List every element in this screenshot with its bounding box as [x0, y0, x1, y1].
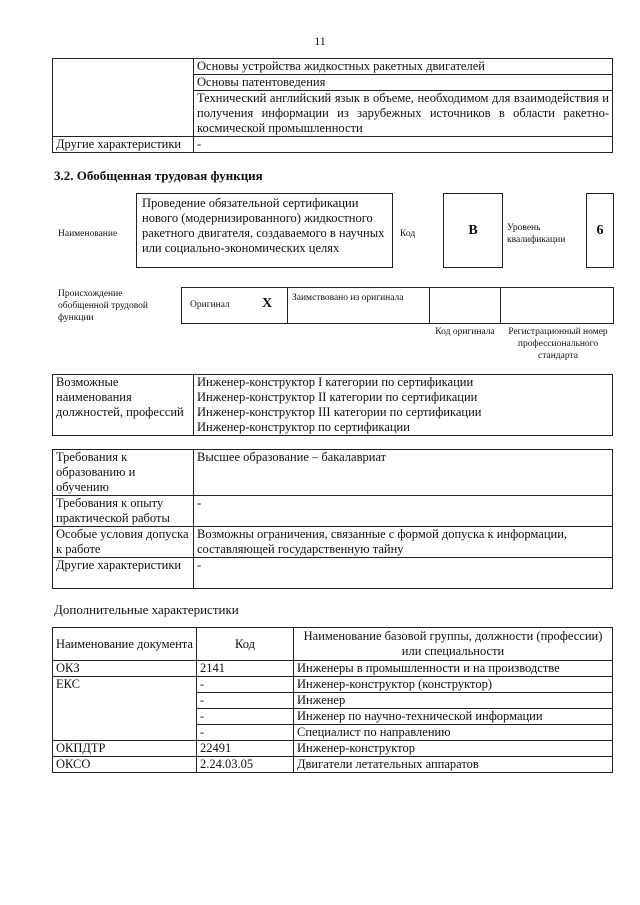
knowledge-item: Технический английский язык в объеме, необходимом для взаимодействия и получения информации из зарубежных источников в области ракетно-космической промышленности [194, 91, 613, 137]
page-number: 11 [314, 34, 326, 48]
position-item: Инженер-конструктор III категории по сертификации [194, 405, 613, 420]
code-cell: - [197, 677, 294, 693]
original-mark: X [262, 296, 273, 311]
doc-cell: ОКСО [53, 757, 197, 773]
additional-title: Дополнительные характеристики [54, 602, 239, 617]
position-item: Инженер-конструктор по сертификации [194, 420, 613, 436]
name-cell: Инженер-конструктор (конструктор) [294, 677, 613, 693]
experience-value: - [194, 496, 613, 527]
original-label: Оригинал [190, 300, 230, 310]
origin-divider [500, 287, 501, 324]
origin-label: Происхождение обобщенной трудовой функции [58, 289, 148, 323]
knowledge-table [52, 58, 613, 153]
registration-caption: Регистрационный номер профессионального стандарта [508, 327, 608, 361]
section-title: 3.2. Обобщенная трудовая функция [54, 168, 263, 183]
name-cell: Инженер [294, 693, 613, 709]
admission-value: Возможны ограничения, связанные с формой допуска к информации, составляющей государственную тайну [194, 527, 613, 558]
name-cell: Инженеры в промышленности и на производстве [294, 661, 613, 677]
position-item: Инженер-конструктор I категории по сертификации [194, 375, 613, 391]
borrowed-label: Заимствовано из оригинала [292, 293, 404, 303]
experience-label: Требования к опыту практической работы [53, 496, 194, 527]
name-cell: Специалист по направлению [294, 725, 613, 741]
name-cell: Инженер по научно-технической информации [294, 709, 613, 725]
other-value: - [194, 558, 613, 589]
code-cell: 2.24.03.05 [197, 757, 294, 773]
other-label: Другие характеристики [53, 558, 194, 589]
header-name: Наименование базовой группы, должности (профессии) или специальности [294, 628, 613, 661]
other-characteristics-label: Другие характеристики [53, 137, 194, 153]
position-item: Инженер-конструктор II категории по сертификации [194, 390, 613, 405]
code-cell: - [197, 709, 294, 725]
admission-label: Особые условия допуска к работе [53, 527, 194, 558]
code-cell: 22491 [197, 741, 294, 757]
level-label: Уровень квалификации [507, 223, 566, 245]
name-cell: Двигатели летательных аппаратов [294, 757, 613, 773]
other-characteristics-value: - [194, 137, 613, 153]
knowledge-item: Основы устройства жидкостных ракетных двигателей [194, 59, 613, 75]
code-cell: 2141 [197, 661, 294, 677]
header-code: Код [197, 628, 294, 661]
knowledge-item: Основы патентоведения [194, 75, 613, 91]
requirements-table [52, 449, 613, 589]
doc-cell [53, 709, 197, 725]
origin-divider [429, 287, 430, 324]
name-label: Наименование [58, 229, 118, 239]
code-original-caption: Код оригинала [435, 327, 495, 337]
doc-cell: ОКЗ [53, 661, 197, 677]
doc-cell [53, 693, 197, 709]
function-name-box: Проведение обязательной сертификации нового (модернизированного) жидкостного ракетного двигателя, создаваемого в научных или социально-экономических целях [136, 193, 393, 268]
education-label: Требования к образованию и обучению [53, 450, 194, 496]
knowledge-label-cell [53, 59, 194, 137]
level-box: 6 [586, 193, 614, 268]
positions-label: Возможные наименования должностей, профессий [53, 375, 194, 436]
header-document: Наименование документа [53, 628, 197, 661]
positions-table [52, 374, 613, 436]
education-value: Высшее образование – бакалавриат [194, 450, 613, 496]
function-code-box: В [443, 193, 503, 268]
doc-cell [53, 725, 197, 741]
doc-cell: ЕКС [53, 677, 197, 693]
additional-table [52, 627, 613, 773]
code-label: Код [400, 229, 416, 239]
doc-cell: ОКПДТР [53, 741, 197, 757]
code-cell: - [197, 725, 294, 741]
code-cell: - [197, 693, 294, 709]
name-cell: Инженер-конструктор [294, 741, 613, 757]
origin-divider [287, 287, 288, 324]
